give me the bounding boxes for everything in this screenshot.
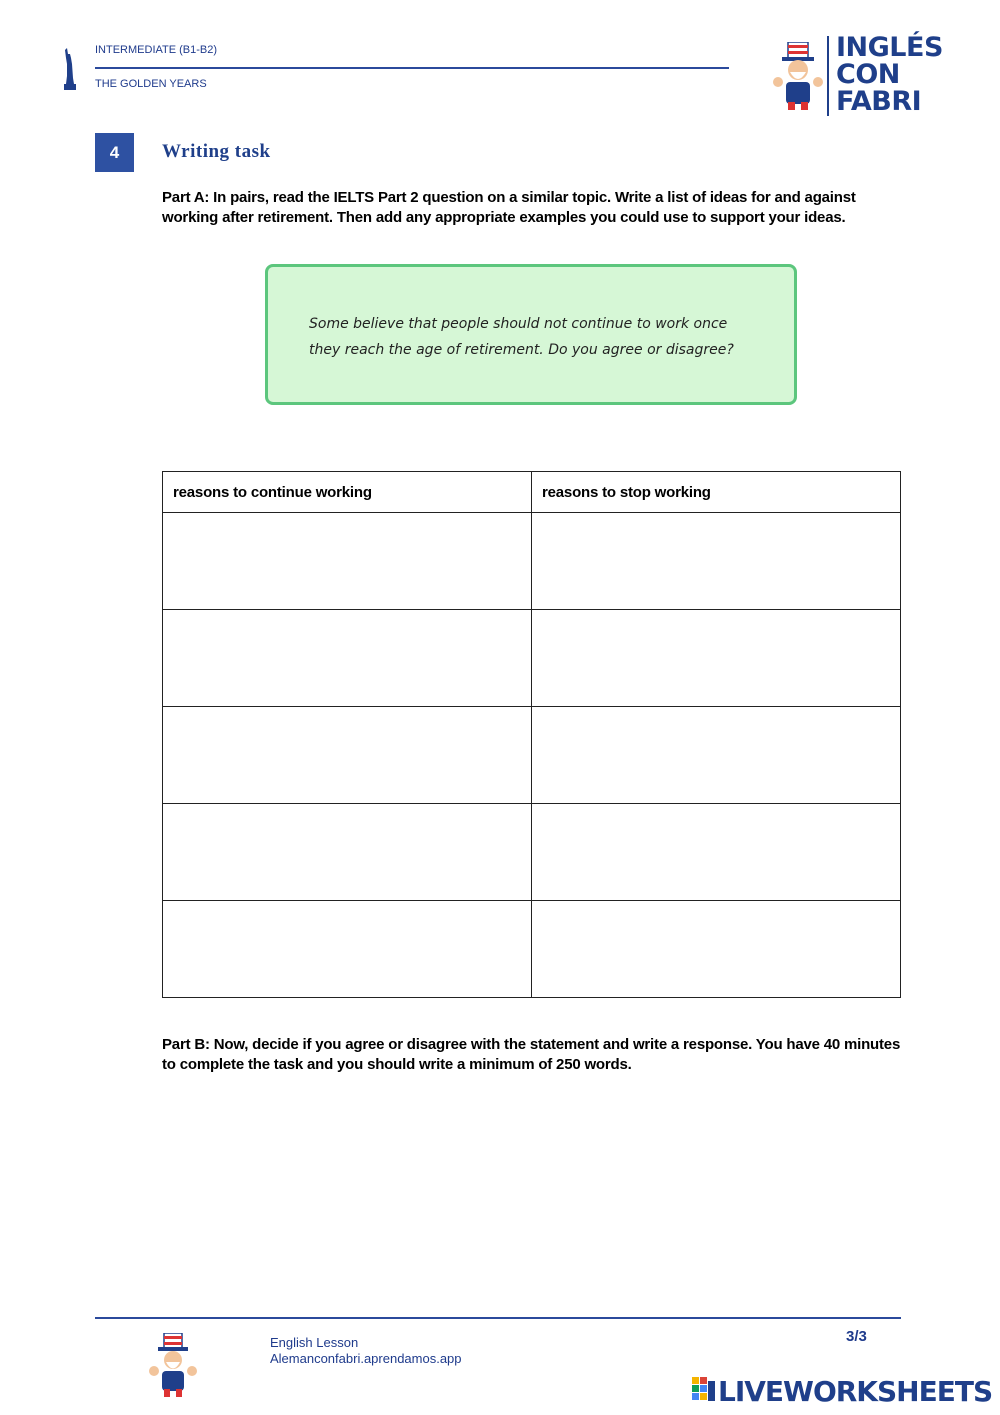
logo-divider	[827, 36, 829, 116]
ingles-con-fabri-logo	[770, 32, 943, 120]
column-header-continue: reasons to continue working	[163, 472, 532, 513]
ielts-question-text: Some believe that people should not continue to work once they reach the age of retirement. Do you agree or disagree?	[309, 316, 734, 358]
footer-lesson-label: English Lesson	[270, 1335, 359, 1350]
stop-working-cell[interactable]	[532, 610, 901, 707]
table-row	[163, 804, 901, 901]
continue-working-cell[interactable]	[163, 901, 532, 998]
ielts-question-box	[265, 264, 797, 405]
liveworksheets-brand[interactable]	[692, 1374, 992, 1408]
unit-topic: THE GOLDEN YEARS	[95, 78, 207, 90]
continue-working-cell[interactable]	[163, 610, 532, 707]
statue-of-liberty-icon	[62, 48, 78, 90]
continue-working-cell[interactable]	[163, 513, 532, 610]
footer-site-link[interactable]: Alemanconfabri.aprendamos.app	[270, 1351, 462, 1366]
section-title: Writing task	[162, 141, 271, 162]
uncle-sam-footer-icon	[148, 1333, 198, 1397]
table-header-row	[163, 472, 901, 513]
footer-divider	[95, 1317, 901, 1319]
table-row	[163, 901, 901, 998]
stop-working-cell[interactable]	[532, 513, 901, 610]
course-level: INTERMEDIATE (B1-B2)	[95, 44, 218, 56]
part-b-instructions: Part B: Now, decide if you agree or disagree with the statement and write a response. You have 40 minutes to complete the task and you should write a minimum of 250 words.	[162, 1036, 901, 1073]
continue-working-cell[interactable]	[163, 804, 532, 901]
header-divider	[95, 67, 729, 69]
table-row	[163, 610, 901, 707]
liveworksheets-wordmark: LIVEWORKSHEETS	[718, 1374, 993, 1408]
section-number-badge: 4	[95, 133, 134, 172]
page-number: 3/3	[846, 1328, 867, 1345]
part-a-instructions: Part A: In pairs, read the IELTS Part 2 question on a similar topic. Write a list of ideas for and against working after retirement. Then add any appropriate examples you could use to support your ideas.	[162, 189, 856, 226]
stop-working-cell[interactable]	[532, 804, 901, 901]
logo-wordmark: INGLÉS CON FABRI	[836, 32, 943, 117]
stop-working-cell[interactable]	[532, 707, 901, 804]
uncle-sam-mascot-icon	[770, 42, 826, 110]
liveworksheets-logo-icon	[692, 1377, 716, 1405]
continue-working-cell[interactable]	[163, 707, 532, 804]
table-row	[163, 707, 901, 804]
column-header-stop: reasons to stop working	[532, 472, 901, 513]
table-row	[163, 513, 901, 610]
ideas-table	[162, 471, 901, 998]
stop-working-cell[interactable]	[532, 901, 901, 998]
